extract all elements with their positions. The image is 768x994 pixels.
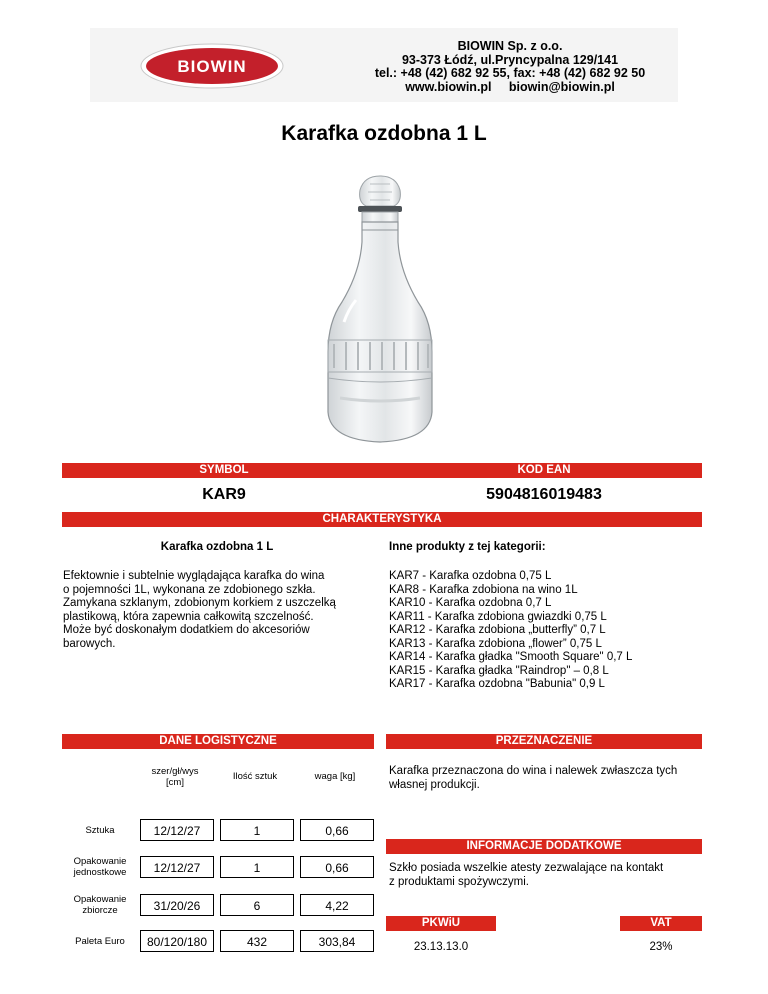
additional-line: z produktami spożywczymi.: [389, 875, 529, 888]
dims-cell: 80/120/180: [140, 930, 214, 952]
characteristics-header: CHARAKTERYSTYKA: [62, 512, 702, 527]
company-info: [360, 40, 660, 94]
col-dims-header: [137, 766, 213, 788]
purpose-header: PRZEZNACZENIE: [386, 734, 702, 749]
other-product-item: KAR8 - Karafka zdobiona na wino 1L: [389, 583, 578, 596]
qty-cell: 1: [220, 856, 294, 878]
product-description: [63, 570, 383, 651]
other-product-item: KAR17 - Karafka ozdobna "Babunia" 0,9 L: [389, 678, 605, 690]
company-name: BIOWIN Sp. z o.o.: [457, 39, 563, 53]
dims-cell: 12/12/27: [140, 819, 214, 841]
col-qty-header: Ilość sztuk: [232, 771, 278, 782]
purpose-line: Karafka przeznaczona do wina i nalewek zwłaszcza tych: [389, 765, 678, 777]
product-name: Karafka ozdobna 1 L: [160, 541, 274, 553]
logistics-header: DANE LOGISTYCZNE: [62, 734, 374, 749]
row-label-sztuka: [62, 825, 138, 836]
qty-cell: 432: [220, 930, 294, 952]
row-label-paleta-euro: [62, 936, 138, 947]
weight-cell: 4,22: [300, 894, 374, 916]
pkwiu-value: 23.13.13.0: [413, 941, 469, 953]
qty-cell: 1: [220, 819, 294, 841]
col-weight-header: waga [kg]: [314, 771, 356, 782]
vat-value: 23%: [649, 941, 673, 953]
other-product-item: KAR12 - Karafka zdobiona „butterfly” 0,7 L: [389, 624, 606, 636]
dims-cell: 12/12/27: [140, 856, 214, 878]
description-line: barowych.: [63, 637, 116, 650]
other-product-item: KAR15 - Karafka gładka "Raindrop" – 0,8 L: [389, 664, 609, 677]
other-product-item: KAR14 - Karafka gładka "Smooth Square" 0,7 L: [389, 651, 633, 663]
other-product-item: KAR11 - Karafka zdobiona gwiazdki 0,75 L: [389, 610, 607, 623]
row-label-opakowanie-jednostkowe: [62, 856, 138, 878]
row-label-line: Paleta Euro: [75, 936, 125, 947]
company-phone: tel.: +48 (42) 682 92 55, fax: +48 (42) 682 92 50: [374, 66, 646, 80]
description-line: Zamykana szklanym, zdobionym korkiem z uszczelką: [63, 597, 336, 609]
description-line: o pojemności 1L, wykonana ze zdobionego szkła.: [63, 583, 316, 596]
purpose-text: [389, 765, 701, 792]
dims-cell: 31/20/26: [140, 894, 214, 916]
weight-cell: 0,66: [300, 856, 374, 878]
biowin-logo: [140, 43, 284, 89]
logo-text: BIOWIN: [177, 57, 247, 76]
symbol-header: SYMBOL: [62, 463, 386, 478]
other-products-title: Inne produkty z tej kategorii:: [389, 541, 546, 553]
row-label-line: Sztuka: [85, 825, 115, 836]
other-product-item: KAR7 - Karafka ozdobna 0,75 L: [389, 570, 552, 582]
additional-info-header: INFORMACJE DODATKOWE: [386, 839, 702, 854]
decanter-image: [300, 172, 460, 444]
row-label-line: Opakowanie: [73, 894, 127, 905]
page-title: Karafka ozdobna 1 L: [281, 122, 487, 145]
description-line: Może być doskonałym dodatkiem do akcesoriów: [63, 624, 310, 636]
weight-cell: 303,84: [300, 930, 374, 952]
other-product-item: KAR13 - Karafka zdobiona „flower” 0,75 L: [389, 637, 602, 650]
pkwiu-header: PKWiU: [386, 916, 496, 931]
additional-info-text: [389, 862, 701, 889]
col-dims-unit: [cm]: [166, 777, 184, 788]
ean-value: 5904816019483: [486, 486, 602, 503]
row-label-line: Opakowanie: [73, 856, 127, 867]
description-line: Efektownie i subtelnie wyglądająca karafka do wina: [63, 570, 325, 582]
description-line: plastikową, która zapewnia całkowitą szczelność.: [63, 610, 314, 623]
row-label-opakowanie-zbiorcze: [62, 894, 138, 916]
ean-header: KOD EAN: [386, 463, 702, 478]
qty-cell: 6: [220, 894, 294, 916]
symbol-value: KAR9: [202, 486, 246, 503]
row-label-line: zbiorcze: [82, 905, 118, 916]
company-address: 93-373 Łódź, ul.Pryncypalna 129/141: [401, 52, 619, 67]
vat-header: VAT: [620, 916, 702, 931]
col-dims-line: szer/gł/wys: [151, 766, 199, 777]
purpose-line: własnej produkcji.: [389, 778, 480, 791]
row-label-line: jednostkowe: [73, 867, 127, 878]
other-products-list: [389, 570, 632, 692]
company-web: www.biowin.pl biowin@biowin.pl: [405, 79, 615, 94]
additional-line: Szkło posiada wszelkie atesty zezwalające na kontakt: [389, 862, 664, 874]
other-product-item: KAR10 - Karafka ozdobna 0,7 L: [389, 597, 552, 609]
weight-cell: 0,66: [300, 819, 374, 841]
